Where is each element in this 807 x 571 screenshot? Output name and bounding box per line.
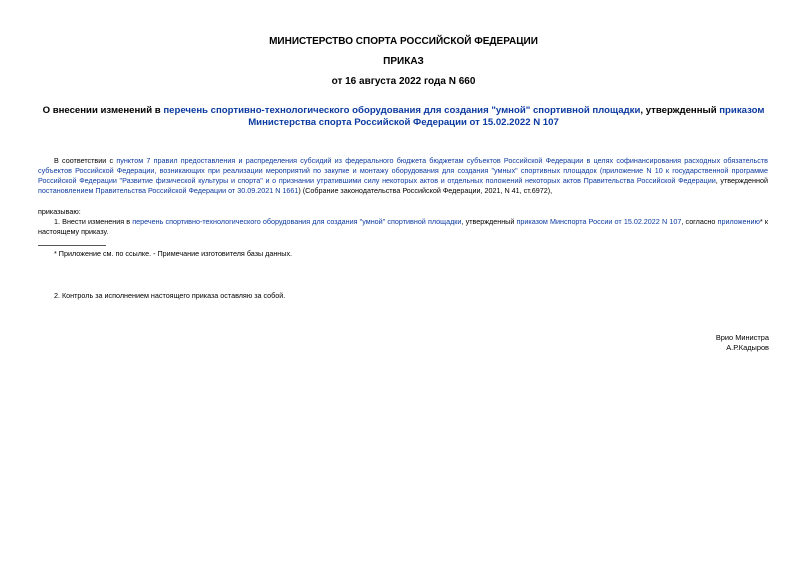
item1-link-list[interactable]: перечень спортивно-технологического оборудования для создания "умной" спортивной площадки (132, 217, 462, 226)
doc-date-number: от 16 августа 2022 года N 660 (331, 76, 476, 87)
subject-prefix: О внесении изменений в (42, 105, 164, 116)
footnote: * Приложение см. по ссылке. - Примечание изготовителя базы данных. (54, 249, 293, 258)
item1-middle: , утвержденный (461, 217, 517, 226)
subject-link-list[interactable]: перечень спортивно-технологического оборудования для создания "умной" спортивной площадки (163, 105, 641, 116)
ministry-title: МИНИСТЕРСТВО СПОРТА РОССИЙСКОЙ ФЕДЕРАЦИИ (269, 36, 538, 47)
preamble-paragraph (38, 156, 768, 196)
item1-middle2: , согласно (681, 217, 718, 226)
preamble-link-punkt[interactable]: пунктом 7 правил предоставления и распределения субсидий из федерального бюджета бюджетам субъектов Российской Федерации в целях софинансирования расходных обязательств субъектов Российской Федерации, возникающих при реализации мероприятий по закупке и монтажу оборудования для создания "умных" спортивных площадок (приложение N 10 к государственной программе Российской Федерации "Развитие физической культуры и спорта" и о признании утратившими силу некоторых актов и отдельных положений некоторых актов Правительства Российской Федерации (38, 156, 768, 185)
item1-suffix: * к настоящему приказу. (38, 217, 768, 236)
item1-link-order[interactable]: приказом Минспорта России от 15.02.2022 N 107 (516, 217, 682, 226)
subject-middle: , утвержденный (640, 105, 720, 116)
signature-position: Врио Министра (715, 333, 769, 342)
doc-subject (20, 105, 787, 128)
item-2: 2. Контроль за исполнением настоящего приказа оставляю за собой. (54, 291, 286, 300)
subject-link-order[interactable]: приказом (719, 105, 765, 116)
item1-prefix: 1. Внести изменения в (54, 217, 133, 226)
subject-link-order-line2[interactable]: Министерства спорта Российской Федерации от 15.02.2022 N 107 (248, 116, 559, 128)
preamble-p1: В соответствии с (54, 156, 117, 165)
preamble-link-postanovlenie[interactable]: постановлением Правительства Российской Федерации от 30.09.2021 N 1661 (38, 186, 299, 195)
footnote-divider (38, 245, 106, 246)
signature-name: А.Р.Кадыров (726, 343, 769, 352)
doc-type: ПРИКАЗ (383, 56, 424, 67)
prikazyvayu: приказываю: (38, 207, 81, 216)
item1-link-appendix[interactable]: приложению (717, 217, 760, 226)
preamble-p3: ) (Собрание законодательства Российской Федерации, 2021, N 41, ст.6972), (298, 186, 553, 195)
preamble-p2: , утвержденной (715, 176, 768, 185)
item-1 (38, 217, 768, 237)
